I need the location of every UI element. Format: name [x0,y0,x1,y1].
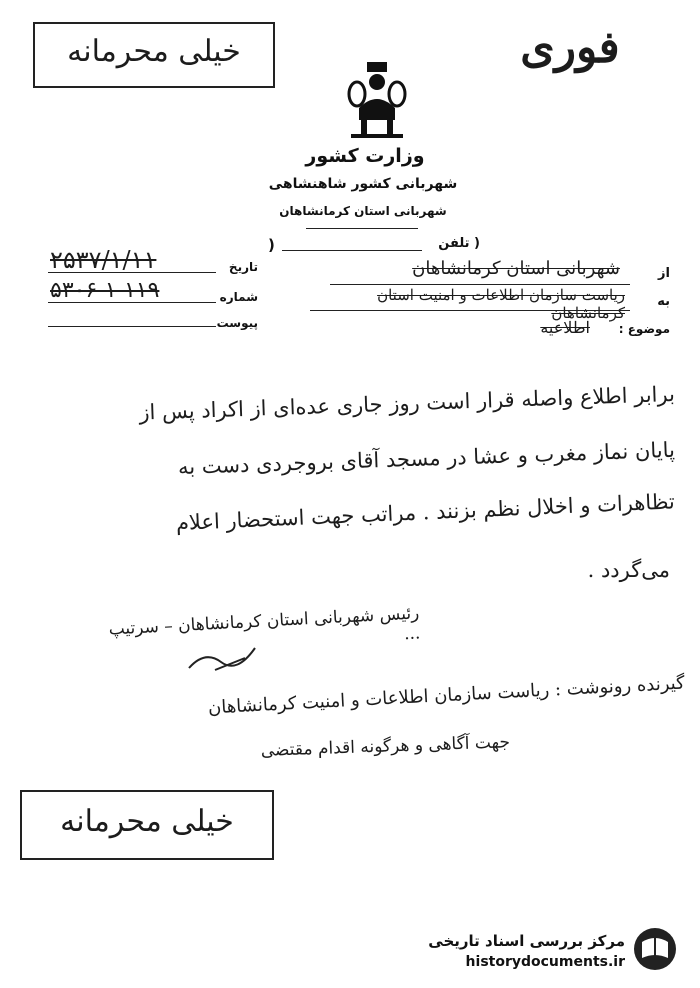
date-value: ۲۵۳۷/۱/۱۱ [50,246,157,274]
watermark-logo-icon [632,926,678,972]
date-label: تاریخ [228,260,258,274]
attachment-line [48,326,216,327]
letterhead-line3: شهربانی استان کرمانشاهان [279,204,447,218]
date-line [48,272,216,273]
signature-scribble [185,640,265,676]
letterhead-divider [306,228,418,229]
watermark-title: مرکز بررسی اسناد تاریخی [428,932,625,950]
number-line [48,302,216,303]
classification-stamp-top-text: خیلی محرمانه [67,34,241,69]
copy-recipient-line: گیرنده رونوشت : ریاست سازمان اطلاعات و امنیت کرمانشاهان [207,672,686,719]
lion-and-sun-emblem [345,60,409,140]
body-line-3: تظاهرات و اخلال نظم بزنند . مراتب جهت استحضار اعلام [175,489,676,536]
copy-recipient-instruction: جهت آگاهی و هرگونه اقدام مقتضی [260,732,511,761]
body-line-2: پایان نماز مغرب و عشا در مسجد آقای بروجردی دست به [177,437,676,480]
from-line [330,284,630,285]
letterhead-line2: شهربانی کشور شاهنشاهی [268,176,458,192]
subject-label: موضوع : [618,322,670,336]
attachment-label: پیوست [216,316,258,330]
number-value: ۵۳۰۶-۱-۱۱۹ [50,278,160,303]
subject-value: اطلاعیه [540,318,590,337]
watermark-url: historydocuments.ir [465,954,625,970]
body-line-4: می‌گردد . [587,558,670,582]
number-label: شماره [219,290,258,304]
classification-stamp-bottom [20,790,274,860]
to-line [310,310,630,311]
classification-stamp-top [33,22,275,88]
classification-stamp-bottom-text: خیلی محرمانه [60,804,234,839]
letterhead-ministry: وزارت کشور [305,145,425,167]
signature-title: رئیس شهربانی استان کرمانشاهان – سرتیپ ... [108,603,421,645]
to-value: ریاست سازمان اطلاعات و امنیت استان کرمانشاهان [377,286,625,322]
phone-close-paren: ) [268,236,275,254]
phone-line [282,250,422,251]
to-label: به [657,294,670,309]
urgent-marking: فوری [520,22,620,73]
body-line-1: برابر اطلاع واصله قرار است روز جاری عده‌ای از اکراد پس از [138,381,676,425]
phone-label: ( تلفن [438,236,480,251]
from-label: از [658,266,670,281]
from-value: شهربانی استان کرمانشاهان [412,258,620,279]
